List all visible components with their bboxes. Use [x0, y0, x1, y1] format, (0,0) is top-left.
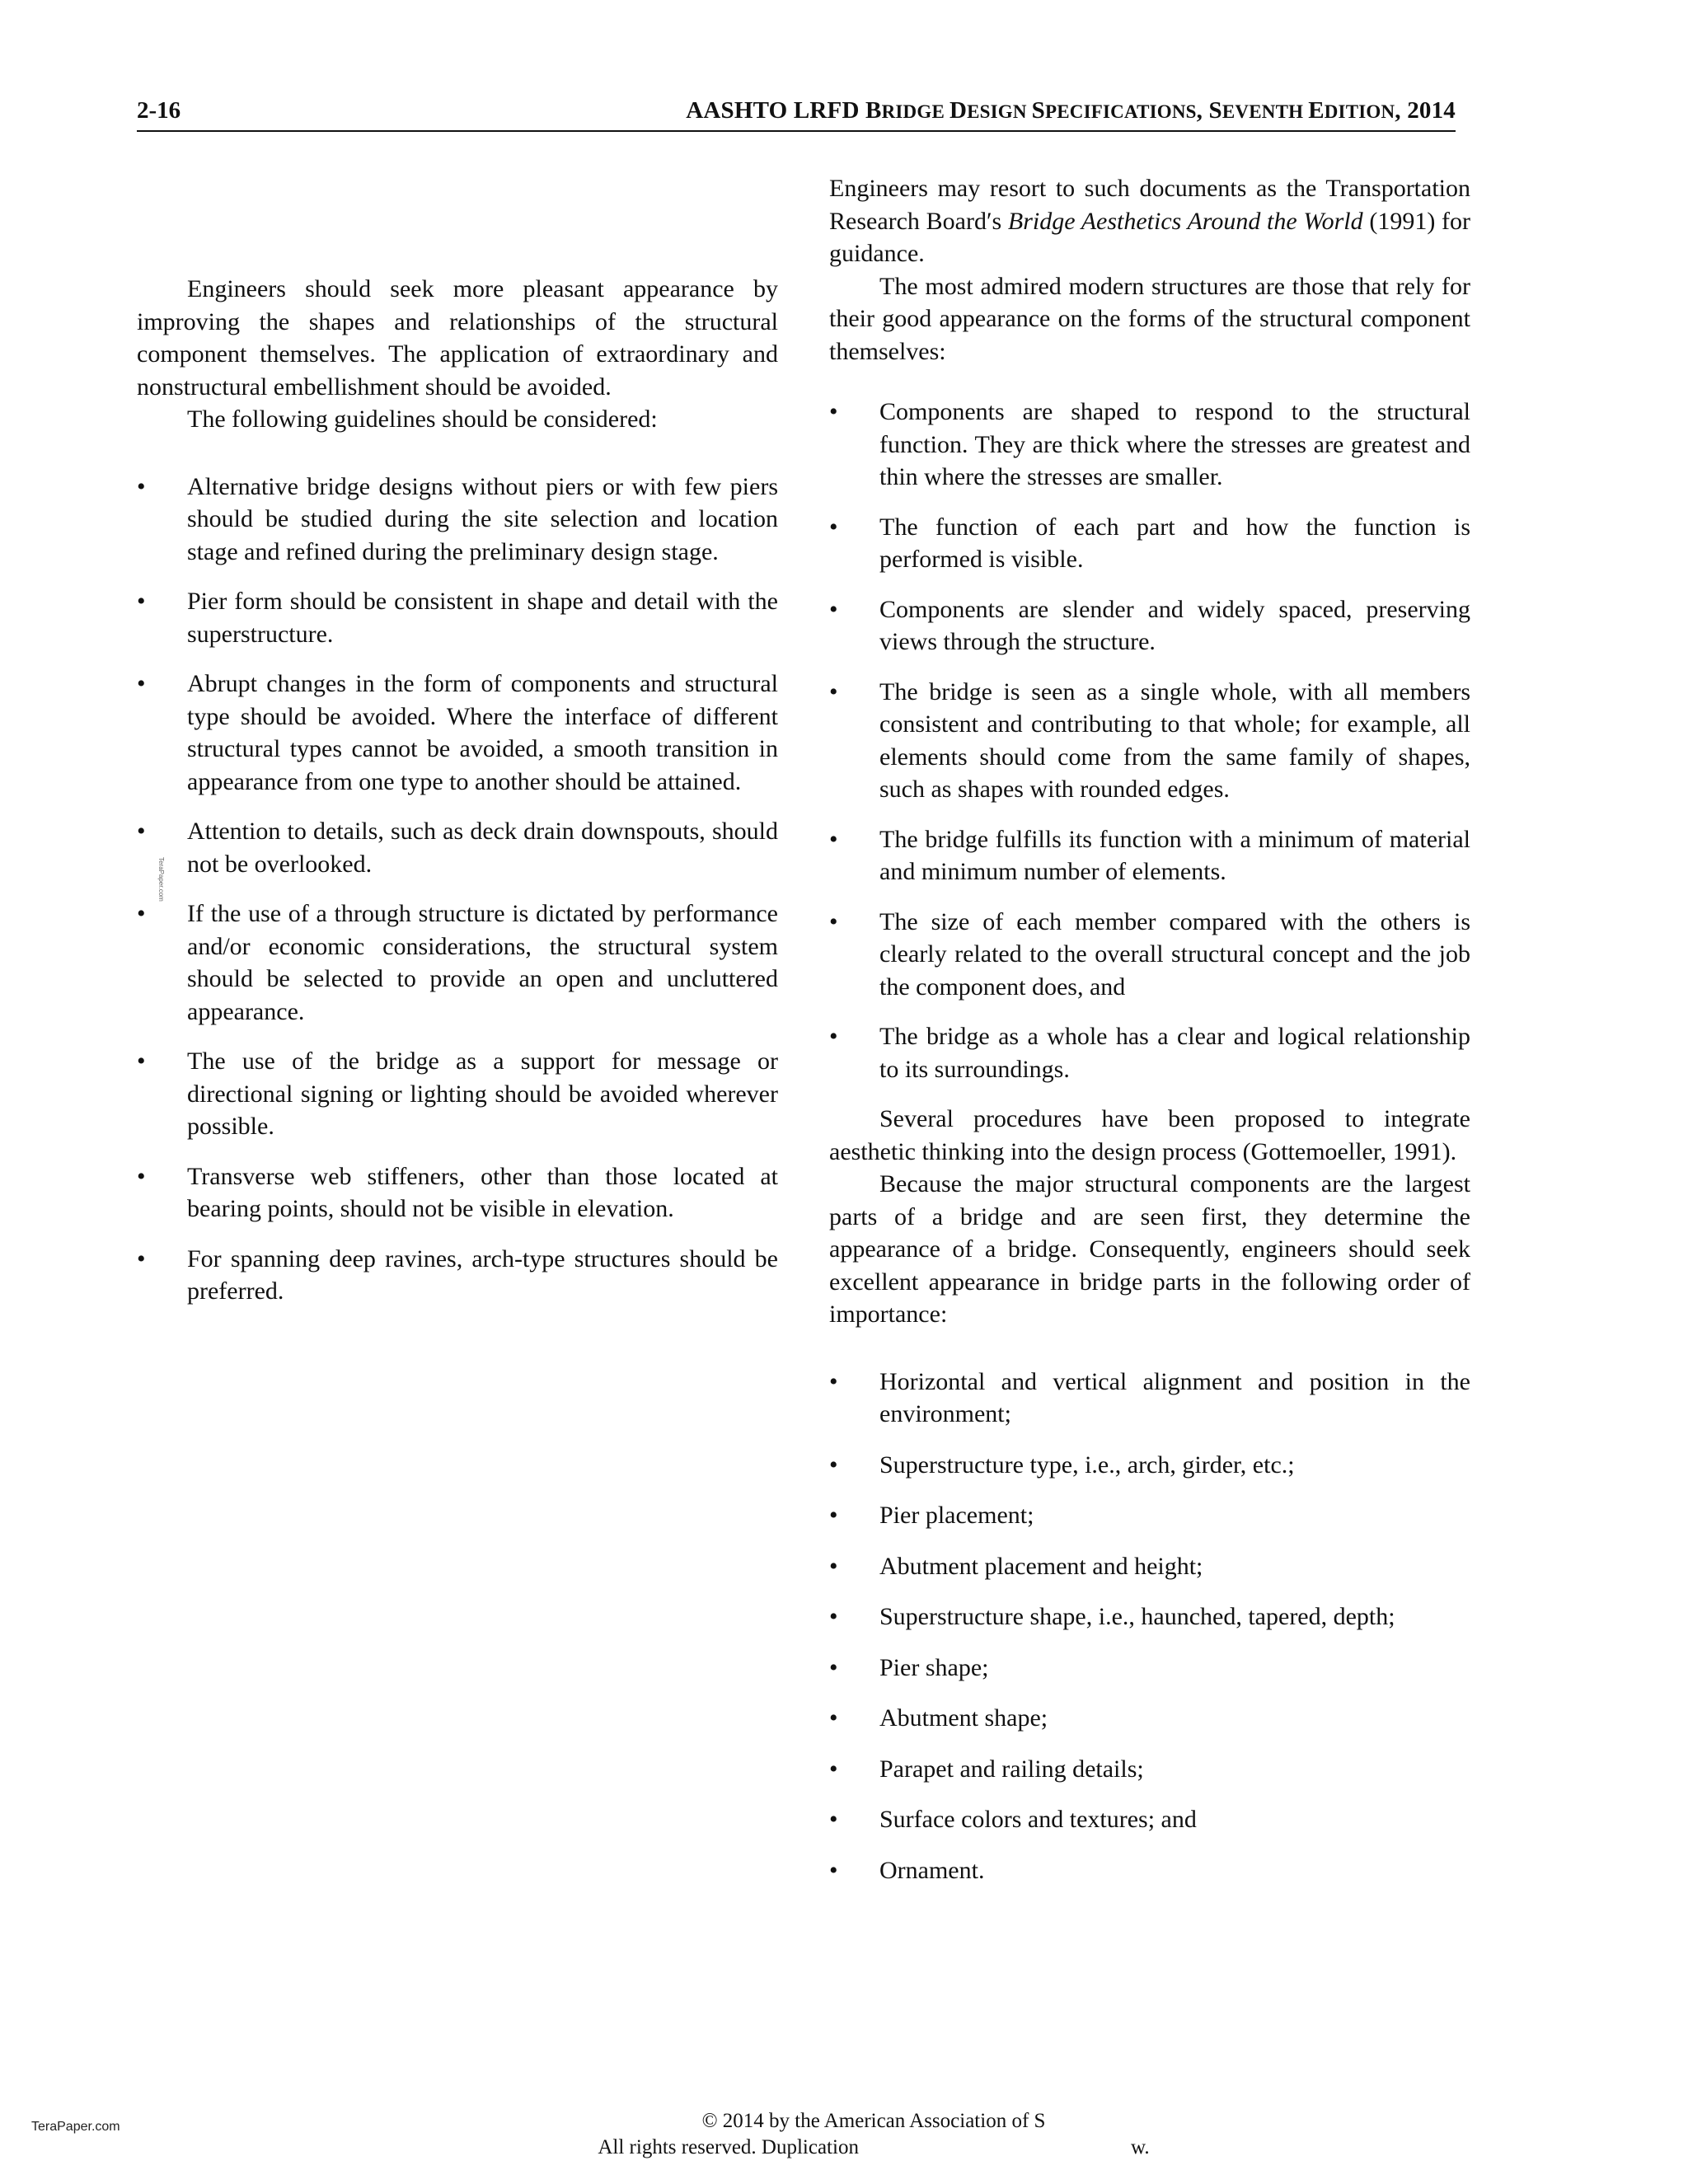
- bullet-icon: •: [137, 472, 146, 500]
- bullet-icon: •: [829, 1023, 838, 1050]
- paragraph-appearance: Engineers should seek more pleasant appearance by improving the shapes and relationships of the structural component themselves. The application of extraordinary and nonstructural embellishment should be avoided.: [137, 275, 778, 401]
- list-item: • Pier shape;: [829, 1652, 1470, 1685]
- paragraph-admired: The most admired modern structures are those that rely for their good appearance on the forms of the structural component themselves:: [829, 272, 1470, 365]
- paragraph-guidelines-intro: The following guidelines should be considered:: [187, 405, 658, 433]
- bullet-icon: •: [137, 1244, 146, 1272]
- list-item: • Ornament.: [829, 1854, 1470, 1887]
- bullet-icon: •: [829, 595, 838, 623]
- copyright-footer: [462, 2108, 1286, 2161]
- list-item: • The bridge is seen as a single whole, with all members consistent and contributing to that whole; for example, all elements should come from the same family of shapes, such as shapes with rounded edges.: [829, 676, 1470, 806]
- list-item: • Superstructure shape, i.e., haunched, tapered, depth;: [829, 1601, 1470, 1633]
- paragraph-resort: Engineers may resort to such documents as the Transportation Research Board′s Bridge Aesthetics Around the World (1991) for guidance.: [829, 175, 1470, 267]
- list-item: • For spanning deep ravines, arch-type structures should be preferred.: [137, 1243, 778, 1308]
- list-item: • Parapet and railing details;: [829, 1753, 1470, 1786]
- list-item: • Abutment shape;: [829, 1702, 1470, 1735]
- list-item: • The use of the bridge as a support for message or directional signing or lighting should be avoided wherever possible.: [137, 1045, 778, 1143]
- bullet-icon: •: [137, 1162, 146, 1190]
- list-item: • Pier form should be consistent in shape and detail with the superstructure.: [137, 585, 778, 650]
- bullet-icon: •: [829, 677, 838, 705]
- running-title: AASHTO LRFD BRIDGE DESIGN SPECIFICATIONS, SEVENTH EDITION, 2014: [686, 97, 1456, 124]
- bullet-icon: •: [829, 1502, 838, 1529]
- bullet-icon: •: [829, 398, 838, 425]
- list-item: • Superstructure type, i.e., arch, girder, etc.;: [829, 1449, 1470, 1482]
- footer-line-1: © 2014 by the American Association of S: [701, 2110, 1046, 2132]
- side-watermark: TeraPaper.com: [157, 857, 165, 902]
- list-item: • The bridge as a whole has a clear and logical relationship to its surroundings.: [829, 1020, 1470, 1085]
- corner-watermark: TeraPaper.com: [31, 2120, 120, 2134]
- list-item: • If the use of a through structure is dictated by performance and/or economic considerations, the structural system should be selected to provide an open and uncluttered appearance.: [137, 898, 778, 1028]
- list-item: • Horizontal and vertical alignment and position in the environment;: [829, 1366, 1470, 1431]
- left-column: [137, 273, 778, 1325]
- paragraph-procedures: Several procedures have been proposed to integrate aesthetic thinking into the design process (Gottemoeller, 1991).: [829, 1105, 1470, 1165]
- list-item: • Abutment placement and height;: [829, 1550, 1470, 1583]
- list-item: • Alternative bridge designs without piers or with few piers should be studied during the site selection and location stage and refined during the preliminary design stage.: [137, 471, 778, 569]
- list-item: • The function of each part and how the function is performed is visible.: [829, 511, 1470, 576]
- bullet-icon: •: [137, 1047, 146, 1075]
- page-number: 2-16: [137, 97, 181, 124]
- list-item: • Pier placement;: [829, 1499, 1470, 1532]
- paragraph-order-intro: Because the major structural components are the largest parts of a bridge and are seen first, they determine the appearance of a bridge. Consequently, engineers should seek excellent appearance in bridge parts in the following order of importance:: [829, 1170, 1470, 1328]
- list-item: • The bridge fulfills its function with a minimum of material and minimum number of elements.: [829, 823, 1470, 888]
- list-item: • Components are slender and widely spaced, preserving views through the structure.: [829, 593, 1470, 658]
- importance-order-list: [829, 1366, 1470, 1887]
- right-column: [829, 172, 1470, 1905]
- list-item: • Abrupt changes in the form of components and structural type should be avoided. Where the interface of different structural types cannot be avoided, a smooth transition in appearance from one type to another should be attained.: [137, 668, 778, 798]
- bullet-icon: •: [829, 1856, 838, 1884]
- bullet-icon: •: [829, 907, 838, 935]
- bullet-icon: •: [137, 670, 146, 697]
- bullet-icon: •: [829, 1603, 838, 1630]
- list-item: • The size of each member compared with the others is clearly related to the overall structural concept and the job the component does, and: [829, 906, 1470, 1004]
- bullet-icon: •: [829, 1704, 838, 1732]
- bullet-icon: •: [137, 818, 146, 845]
- list-item: • Transverse web stiffeners, other than those located at bearing points, should not be visible in elevation.: [137, 1160, 778, 1226]
- bullet-icon: •: [829, 1806, 838, 1833]
- bullet-icon: •: [829, 825, 838, 853]
- bullet-icon: •: [829, 1367, 838, 1395]
- footer-line-2: All rights reserved. Duplication w.: [598, 2136, 1150, 2158]
- list-item: • Components are shaped to respond to the structural function. They are thick where the stresses are greatest and thin where the stresses are smaller.: [829, 396, 1470, 494]
- bullet-icon: •: [829, 1451, 838, 1479]
- admired-traits-list: [829, 396, 1470, 1085]
- bullet-icon: •: [829, 513, 838, 541]
- guidelines-list: [137, 471, 778, 1308]
- list-item: • Attention to details, such as deck drain downspouts, should not be overlooked.: [137, 815, 778, 880]
- page-header: [137, 97, 1456, 132]
- bullet-icon: •: [829, 1653, 838, 1681]
- bullet-icon: •: [829, 1755, 838, 1783]
- bullet-icon: •: [137, 588, 146, 615]
- bullet-icon: •: [829, 1552, 838, 1580]
- list-item: • Surface colors and textures; and: [829, 1803, 1470, 1836]
- bullet-icon: •: [137, 900, 146, 927]
